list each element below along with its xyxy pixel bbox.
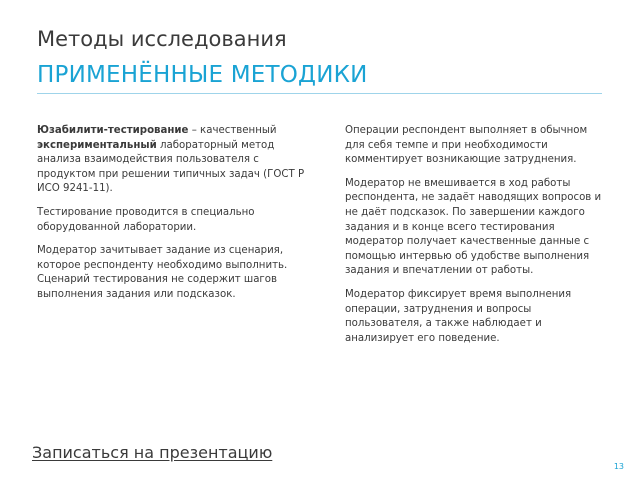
page-number: 13	[613, 462, 624, 471]
right-paragraph-2: Модератор не вмешивается в ход работы респондента, не задаёт наводящих вопросов и не даёт подсказок. По завершении каждого задания и в конце всего тестирования модератор получает качественные данные с помощью интервью об удобстве выполнения задания и впечатлении от работы.	[345, 177, 602, 277]
right-paragraph-3: Модератор фиксирует время выполнения операции, затруднения и вопросы пользователя, а также наблюдает и анализирует его поведение.	[345, 288, 572, 344]
right-column	[345, 124, 607, 355]
left-paragraph-3: Модератор зачитывает задание из сценария, которое респонденту необходимо выполнить. Сценарий тестирования не содержит шагов выполнения задания или подсказок.	[37, 245, 288, 300]
right-paragraph-1: Операции респондент выполняет в обычном для себя темпе и при необходимости комментирует возникающие затруднения.	[345, 125, 588, 166]
left-paragraph-1	[37, 124, 307, 197]
term-dash: – качественный	[188, 125, 277, 136]
left-column	[37, 124, 307, 312]
page-section-title: Методы исследования	[37, 27, 287, 51]
left-paragraph-2: Тестирование проводится в специально оборудованной лаборатории.	[37, 206, 255, 233]
header-divider	[37, 93, 602, 94]
term-experimental: экспериментальный	[37, 139, 157, 151]
definition-text: лабораторный метод анализа взаимодействия пользователя с продуктом при решении типичных задач (ГОСТ Р ИСО 9241-11).	[37, 139, 305, 195]
signup-presentation-link[interactable]: Записаться на презентацию	[32, 443, 273, 462]
term-usability-testing: Юзабилити-тестирование	[37, 125, 189, 136]
page-title: ПРИМЕНЁННЫЕ МЕТОДИКИ	[37, 62, 368, 88]
